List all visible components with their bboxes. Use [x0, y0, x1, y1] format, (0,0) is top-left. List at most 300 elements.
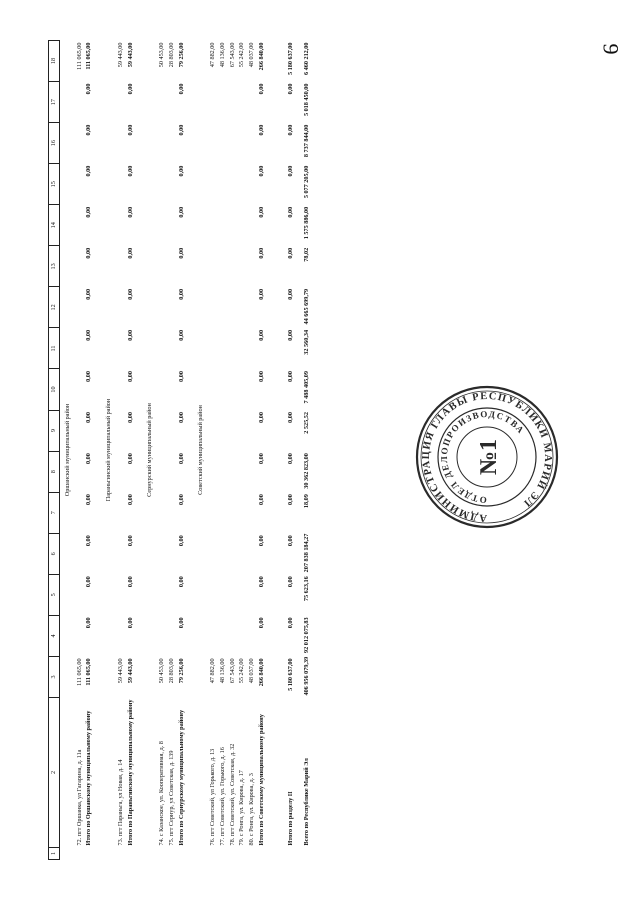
value-cell-c10	[247, 369, 257, 410]
value-cell-c6: 0,00	[257, 535, 265, 547]
value-cell-c12	[75, 287, 85, 328]
table-row	[237, 41, 247, 860]
value-cell-c17: 0,00	[286, 83, 294, 95]
column-header-7: 7	[49, 492, 60, 533]
value-cell-c11	[218, 328, 228, 369]
value-cell-c18: 111 065,00	[75, 42, 83, 70]
value-cell-c3: 67 543,00	[228, 658, 236, 684]
value-cell-c13: 0,00	[85, 247, 93, 259]
value-cell-c10: 0,00	[177, 371, 185, 382]
value-cell-c6: 0,00	[85, 535, 93, 547]
value-cell-c3: 59 443,00	[126, 658, 134, 684]
value-cell-c7: 0,00	[126, 494, 134, 506]
value-cell-c17	[247, 82, 257, 123]
value-cell-c12	[247, 287, 257, 328]
value-cell-c13: 0,00	[257, 247, 265, 259]
value-cell-c17	[116, 82, 126, 123]
value-cell-c8: 0,00	[126, 453, 134, 464]
value-cell-c6	[167, 533, 177, 574]
table-body	[59, 41, 319, 860]
official-seal-stamp	[412, 382, 562, 532]
value-cell-c13: 0,00	[177, 247, 185, 259]
value-cell-c5	[237, 574, 247, 615]
value-cell-c3: 59 443,00	[116, 658, 124, 684]
table-row	[75, 41, 85, 860]
value-cell-c16: 0,00	[286, 124, 294, 136]
value-cell-c4: 0,00	[126, 617, 134, 629]
value-cell-c6	[218, 533, 228, 574]
value-cell-c11	[75, 328, 85, 369]
row-index-cell	[167, 848, 177, 860]
value-cell-c8	[116, 451, 126, 492]
value-cell-c18: 111 065,00	[85, 42, 93, 70]
value-cell-c3: 406 956 079,39	[303, 656, 311, 696]
value-cell-c13	[116, 246, 126, 287]
value-cell-c11	[167, 328, 177, 369]
value-cell-c9: 0,00	[85, 412, 93, 423]
value-cell-c17	[208, 82, 218, 123]
value-cell-c16: 0,00	[85, 124, 93, 136]
row-name-cell: Итого по Параньгинскому муниципальному району	[126, 699, 134, 846]
row-index-cell	[84, 848, 101, 860]
value-cell-c10	[208, 369, 218, 410]
value-cell-c9	[208, 410, 218, 451]
value-cell-c5	[167, 574, 177, 615]
value-cell-c4: 0,00	[286, 617, 294, 629]
value-cell-c11: 0,00	[85, 329, 93, 341]
column-header-16: 16	[49, 123, 60, 164]
value-cell-c15: 0,00	[286, 165, 294, 177]
value-cell-c6	[247, 533, 257, 574]
value-cell-c5: 75 623,16	[303, 576, 311, 602]
value-cell-c7: 0,00	[177, 494, 185, 506]
value-cell-c10	[237, 369, 247, 410]
value-cell-c14	[75, 205, 85, 246]
column-header-6: 6	[49, 533, 60, 574]
value-cell-c6	[228, 533, 238, 574]
value-cell-c12: 0,00	[286, 288, 294, 300]
row-index-cell	[208, 848, 218, 860]
value-cell-c15	[247, 164, 257, 205]
column-number-header	[49, 41, 60, 860]
value-cell-c8	[247, 451, 257, 492]
value-cell-c6: 207 838 184,27	[303, 533, 311, 573]
value-cell-c18: 79 256,00	[177, 42, 185, 68]
value-cell-c18: 48 037,00	[248, 42, 255, 68]
value-cell-c4	[208, 615, 218, 656]
value-cell-c8: 0,00	[177, 453, 185, 464]
value-cell-c6	[208, 533, 218, 574]
value-cell-c10	[167, 369, 177, 410]
value-cell-c10	[116, 369, 126, 410]
page-number: 9	[598, 43, 624, 55]
column-header-14: 14	[49, 205, 60, 246]
value-cell-c7	[247, 492, 257, 533]
value-cell-c17: 0,00	[257, 83, 265, 95]
value-cell-c10: 0,00	[85, 371, 93, 382]
value-cell-c12	[237, 287, 247, 328]
table-row	[208, 41, 218, 860]
value-cell-c15	[75, 164, 85, 205]
value-cell-c17	[228, 82, 238, 123]
row-index-cell	[237, 848, 247, 860]
value-cell-c7	[237, 492, 247, 533]
value-cell-c10	[157, 369, 167, 410]
value-cell-c11	[157, 328, 167, 369]
district-title: Советский муниципальный район	[197, 405, 205, 495]
value-cell-c12: 0,00	[177, 288, 185, 300]
value-cell-c6: 0,00	[177, 535, 185, 547]
district-header-row	[193, 41, 208, 860]
value-cell-c16	[157, 123, 167, 164]
value-cell-c15	[116, 164, 126, 205]
spacer-row	[274, 41, 286, 860]
value-cell-c16	[75, 123, 85, 164]
value-cell-c8	[208, 451, 218, 492]
value-cell-c11	[228, 328, 238, 369]
value-cell-c11: 0,00	[126, 329, 134, 341]
district-header-row	[101, 41, 116, 860]
column-header-11: 11	[49, 328, 60, 369]
value-cell-c14	[247, 205, 257, 246]
value-cell-c9: 2 525,52	[303, 412, 311, 434]
value-cell-c8	[167, 451, 177, 492]
row-name-cell: Итого по Сернурскому муниципальному району	[177, 709, 185, 846]
value-cell-c10	[218, 369, 228, 410]
value-cell-c16: 0,00	[257, 124, 265, 136]
value-cell-c9: 0,00	[126, 412, 134, 423]
row-name-cell: 74. с Казанское, ул. Кооперативная, д. 8	[158, 741, 165, 846]
value-cell-c4	[167, 615, 177, 656]
value-cell-c15	[167, 164, 177, 205]
value-cell-c10	[228, 369, 238, 410]
value-cell-c8	[228, 451, 238, 492]
value-cell-c10: 0,00	[257, 371, 265, 382]
column-header-8: 8	[49, 451, 60, 492]
table-row	[157, 41, 167, 860]
value-cell-c7: 0,00	[257, 494, 265, 506]
value-cell-c4	[116, 615, 126, 656]
value-cell-c18: 6 460 212,00	[303, 42, 311, 75]
value-cell-c6: 0,00	[286, 535, 294, 547]
column-header-17: 17	[49, 82, 60, 123]
value-cell-c4	[157, 615, 167, 656]
budget-table	[48, 40, 319, 860]
stamp-inner-text: ОТДЕЛ ДЕЛОПРОИЗВОДСТВА	[438, 408, 527, 506]
value-cell-c7	[157, 492, 167, 533]
value-cell-c15	[228, 164, 238, 205]
value-cell-c7: 18,09	[303, 494, 311, 509]
row-name-cell: 80. с Ронга, ул. Кирова, д. 3	[248, 773, 255, 846]
column-header-3: 3	[49, 656, 60, 697]
value-cell-c14	[228, 205, 238, 246]
value-cell-c4: 0,00	[177, 617, 185, 629]
row-name-cell: 76. пгт Советский, ул Горького, д. 13	[209, 748, 216, 846]
value-cell-c17: 0,00	[85, 83, 93, 95]
value-cell-c17	[237, 82, 247, 123]
value-cell-c9	[157, 410, 167, 451]
value-cell-c13	[167, 246, 177, 287]
value-cell-c14: 0,00	[286, 206, 294, 218]
value-cell-c8	[157, 451, 167, 492]
value-cell-c5	[218, 574, 228, 615]
district-total-row	[84, 41, 101, 860]
value-cell-c14	[218, 205, 228, 246]
value-cell-c7	[167, 492, 177, 533]
column-header-2: 2	[49, 698, 60, 848]
value-cell-c10	[75, 369, 85, 410]
table-row	[228, 41, 238, 860]
value-cell-c5: 0,00	[177, 576, 185, 588]
value-cell-c4: 92 012 075,83	[303, 617, 311, 653]
value-cell-c4	[228, 615, 238, 656]
value-cell-c9	[75, 410, 85, 451]
value-cell-c16	[237, 123, 247, 164]
stamp-outer-text: АДМИНИСТРАЦИЯ ГЛАВЫ РЕСПУБЛИКИ МАРИЙ ЭЛ	[420, 390, 554, 524]
value-cell-c13	[237, 246, 247, 287]
value-cell-c12	[157, 287, 167, 328]
value-cell-c9: 0,00	[177, 412, 185, 423]
value-cell-c9	[237, 410, 247, 451]
value-cell-c6	[116, 533, 126, 574]
table-row	[247, 41, 257, 860]
spacer-cell	[274, 41, 286, 860]
value-cell-c6	[237, 533, 247, 574]
column-header-1: 1	[49, 848, 60, 860]
value-cell-c5	[75, 574, 85, 615]
value-cell-c4	[218, 615, 228, 656]
value-cell-c18: 59 443,00	[126, 42, 134, 68]
row-index-cell	[126, 848, 143, 860]
value-cell-c17	[75, 82, 85, 123]
value-cell-c16	[167, 123, 177, 164]
value-cell-c4	[75, 615, 85, 656]
value-cell-c3: 266 840,00	[257, 658, 265, 687]
value-cell-c3: 28 803,00	[167, 658, 175, 684]
table-row	[116, 41, 126, 860]
value-cell-c13	[157, 246, 167, 287]
value-cell-c16	[218, 123, 228, 164]
value-cell-c7	[228, 492, 238, 533]
column-header-12: 12	[49, 287, 60, 328]
value-cell-c15: 0,00	[126, 165, 134, 177]
value-cell-c4	[237, 615, 247, 656]
value-cell-c18: 47 882,00	[209, 42, 216, 68]
row-index-cell	[228, 848, 238, 860]
value-cell-c16: 0,00	[126, 124, 134, 136]
column-header-15: 15	[49, 164, 60, 205]
value-cell-c13	[228, 246, 238, 287]
value-cell-c17	[218, 82, 228, 123]
value-cell-c15	[218, 164, 228, 205]
district-total-row	[126, 41, 143, 860]
district-title: Параньгинский муниципальный район	[105, 398, 112, 502]
value-cell-c11: 0,00	[257, 329, 265, 341]
value-cell-c18: 5 180 637,00	[286, 42, 294, 75]
value-cell-c7	[116, 492, 126, 533]
value-cell-c7	[218, 492, 228, 533]
row-index-cell	[247, 848, 257, 860]
district-total-row	[177, 41, 194, 860]
value-cell-c12: 0,00	[126, 288, 134, 300]
value-cell-c5: 0,00	[85, 576, 93, 588]
row-index-cell	[257, 848, 274, 860]
value-cell-c8: 30 362 823,00	[303, 453, 311, 489]
row-index-cell	[116, 848, 126, 860]
row-name-cell: Итого по Советскому муниципальному району	[257, 714, 265, 846]
value-cell-c3: 48 037,00	[248, 658, 255, 684]
value-cell-c12	[208, 287, 218, 328]
row-name-cell: 79. с Ронга, ул. Кирова, д. 17	[238, 770, 246, 846]
district-title: Сернурский муниципальный район	[146, 403, 154, 497]
district-title: Оршанский муниципальный район	[63, 403, 71, 497]
value-cell-c15	[208, 164, 218, 205]
value-cell-c9: 0,00	[257, 412, 265, 423]
value-cell-c13	[247, 246, 257, 287]
value-cell-c15: 0,00	[177, 165, 185, 177]
column-header-4: 4	[49, 615, 60, 656]
value-cell-c8	[237, 451, 247, 492]
value-cell-c14	[237, 205, 247, 246]
value-cell-c12	[228, 287, 238, 328]
value-cell-c8	[218, 451, 228, 492]
value-cell-c13	[75, 246, 85, 287]
row-index-cell	[177, 848, 194, 860]
value-cell-c8: 0,00	[286, 453, 294, 464]
value-cell-c3: 48 136,00	[218, 658, 226, 684]
value-cell-c9	[167, 410, 177, 451]
value-cell-c13: 0,00	[286, 247, 294, 259]
row-index-cell	[286, 848, 303, 860]
district-header-row	[59, 41, 74, 860]
value-cell-c7: 0,00	[85, 494, 93, 506]
value-cell-c5	[157, 574, 167, 615]
value-cell-c8: 0,00	[257, 453, 265, 464]
column-header-10: 10	[49, 369, 60, 410]
value-cell-c11	[247, 328, 257, 369]
value-cell-c12: 0,00	[85, 288, 93, 300]
value-cell-c14	[116, 205, 126, 246]
value-cell-c12	[218, 287, 228, 328]
row-name-cell: 78. пгт Советский, ул. Советская, д. 32	[228, 743, 236, 846]
column-header-13: 13	[49, 246, 60, 287]
value-cell-c7	[208, 492, 218, 533]
value-cell-c15: 0,00	[257, 165, 265, 177]
value-cell-c11: 32 560,34	[303, 329, 311, 355]
value-cell-c4: 0,00	[85, 617, 93, 629]
row-name-cell: 75. пгт Сернур, ул Советская, д. 139	[167, 750, 175, 846]
value-cell-c12	[116, 287, 126, 328]
value-cell-c3: 5 180 637,00	[286, 658, 294, 691]
value-cell-c14	[157, 205, 167, 246]
value-cell-c15	[237, 164, 247, 205]
row-index-cell	[75, 848, 85, 860]
value-cell-c7: 0,00	[286, 494, 294, 506]
value-cell-c16	[116, 123, 126, 164]
value-cell-c3: 55 242,00	[238, 658, 246, 684]
stamp-center-number: №1	[476, 438, 502, 476]
district-total-row	[257, 41, 274, 860]
value-cell-c18: 48 136,00	[218, 42, 226, 68]
value-cell-c14: 0,00	[257, 206, 265, 218]
column-header-9: 9	[49, 410, 60, 451]
value-cell-c8: 0,00	[85, 453, 93, 464]
value-cell-c6: 0,00	[126, 535, 134, 547]
value-cell-c11: 0,00	[177, 329, 185, 341]
value-cell-c13	[218, 246, 228, 287]
value-cell-c9	[228, 410, 238, 451]
value-cell-c5: 0,00	[286, 576, 294, 588]
row-name-cell: Итого по разделу II	[286, 791, 294, 846]
value-cell-c15: 0,00	[85, 165, 93, 177]
column-header-5: 5	[49, 574, 60, 615]
value-cell-c16: 8 737 844,00	[303, 124, 311, 158]
value-cell-c3: 79 256,00	[177, 658, 185, 684]
value-cell-c14	[167, 205, 177, 246]
value-cell-c18: 67 543,00	[228, 42, 236, 68]
value-cell-c13: 0,00	[126, 247, 134, 259]
value-cell-c12: 0,00	[257, 288, 265, 300]
value-cell-c14: 0,00	[126, 206, 134, 218]
value-cell-c15	[157, 164, 167, 205]
value-cell-c17	[167, 82, 177, 123]
row-name-cell: 72. пгт Оршанка, ул Гагарина, д. 11а	[75, 749, 83, 846]
row-name-cell: Всего по Республике Марий Эл	[303, 758, 311, 846]
value-cell-c16	[228, 123, 238, 164]
value-cell-c10: 7 488 405,09	[303, 371, 311, 404]
value-cell-c9: 0,00	[286, 412, 294, 423]
value-cell-c5	[208, 574, 218, 615]
row-index-cell	[218, 848, 228, 860]
value-cell-c14	[208, 205, 218, 246]
value-cell-c3: 50 453,00	[158, 658, 165, 684]
value-cell-c14: 0,00	[177, 206, 185, 218]
value-cell-c7	[75, 492, 85, 533]
value-cell-c4	[247, 615, 257, 656]
district-header-row	[142, 41, 157, 860]
value-cell-c11: 0,00	[286, 329, 294, 341]
value-cell-c5: 0,00	[126, 576, 134, 588]
value-cell-c12	[167, 287, 177, 328]
value-cell-c18: 59 443,00	[116, 42, 124, 68]
value-cell-c6	[75, 533, 85, 574]
value-cell-c9	[247, 410, 257, 451]
value-cell-c5	[228, 574, 238, 615]
value-cell-c17: 5 018 450,00	[303, 83, 311, 117]
value-cell-c17: 0,00	[126, 83, 134, 95]
value-cell-c16	[247, 123, 257, 164]
value-cell-c6	[157, 533, 167, 574]
value-cell-c9	[116, 410, 126, 451]
row-name-cell: Итого по Оршанскому муниципальному району	[85, 710, 93, 846]
value-cell-c17	[157, 82, 167, 123]
value-cell-c3: 47 882,00	[209, 658, 216, 684]
column-header-18: 18	[49, 41, 60, 82]
value-cell-c3: 111 065,00	[75, 658, 83, 686]
value-cell-c4: 0,00	[257, 617, 265, 629]
section-total-row	[286, 41, 303, 860]
value-cell-c5	[247, 574, 257, 615]
value-cell-c15: 5 077 205,00	[303, 165, 311, 199]
value-cell-c11	[237, 328, 247, 369]
value-cell-c5	[116, 574, 126, 615]
value-cell-c11	[116, 328, 126, 369]
value-cell-c13	[208, 246, 218, 287]
table-row	[218, 41, 228, 860]
value-cell-c10: 0,00	[126, 371, 134, 382]
value-cell-c9	[218, 410, 228, 451]
row-index-cell	[157, 848, 167, 860]
